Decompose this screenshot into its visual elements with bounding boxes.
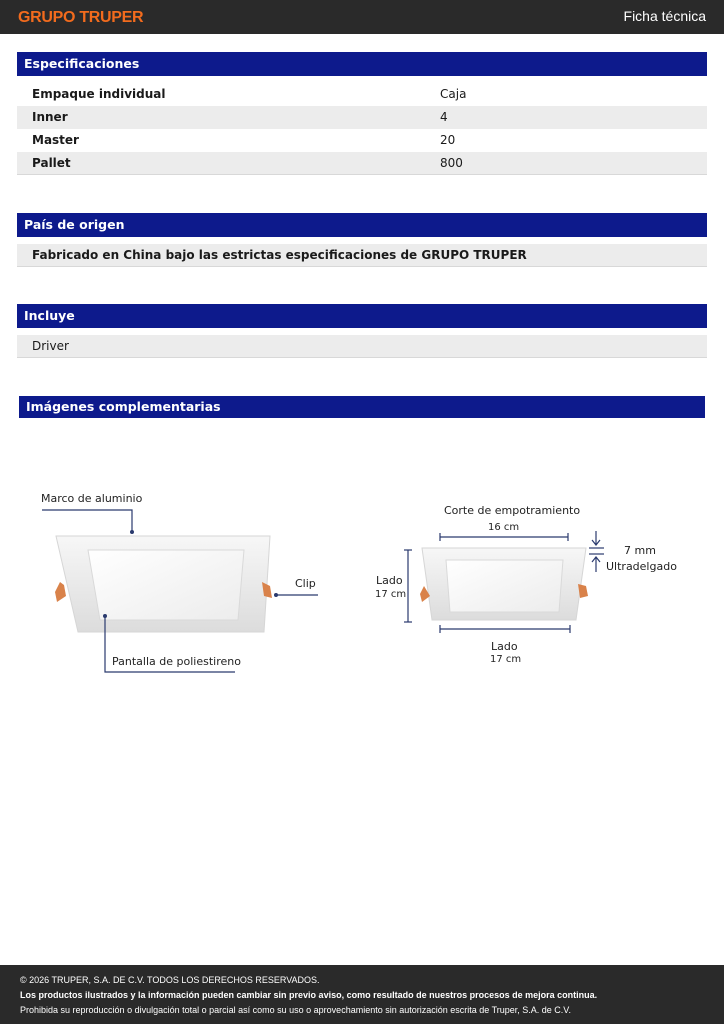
panel-left-illustration	[55, 536, 272, 632]
images-section-title: Imágenes complementarias	[19, 396, 705, 418]
clip-left	[55, 582, 66, 602]
origin-row	[17, 244, 707, 267]
spec-value: 4	[440, 110, 448, 124]
label-side-left-value: 17 cm	[375, 589, 407, 600]
footer-copyright: © 2026 TRUPER, S.A. DE C.V. TODOS LOS DERECHOS RESERVADOS.	[20, 975, 320, 985]
label-side-bottom-title: Lado	[491, 640, 518, 653]
footer	[0, 965, 724, 1024]
origin-text: Fabricado en China bajo las estrictas especificaciones de GRUPO TRUPER	[32, 248, 527, 262]
spec-value: 800	[440, 156, 463, 170]
spec-label: Pallet	[32, 156, 71, 170]
label-thickness-value: 7 mm	[624, 544, 656, 557]
brand-logo: GRUPO TRUPER	[18, 9, 144, 26]
spec-value: Caja	[440, 87, 467, 101]
spec-value: 20	[440, 133, 456, 147]
spec-row-pallet	[17, 152, 707, 175]
label-clip: Clip	[295, 577, 316, 590]
spec-label: Master	[32, 133, 79, 147]
label-side-bottom-value: 17 cm	[490, 654, 522, 665]
spec-label: Empaque individual	[32, 87, 166, 101]
label-aluminum-frame: Marco de aluminio	[41, 492, 143, 505]
document-type: Ficha técnica	[623, 8, 706, 24]
spec-row-inner	[17, 106, 707, 129]
top-bar	[0, 0, 724, 34]
product-diagram	[0, 470, 724, 710]
label-cut-value: 16 cm	[488, 522, 520, 533]
spec-row-empaque	[17, 83, 707, 106]
label-thickness: Ultradelgado	[606, 560, 677, 573]
panel-right-illustration	[420, 548, 588, 620]
label-side-left-title: Lado	[376, 574, 403, 587]
includes-row	[17, 335, 707, 358]
origin-section-title: País de origen	[17, 213, 707, 237]
includes-section-title: Incluye	[17, 304, 707, 328]
specs-section-title: Especificaciones	[17, 52, 707, 76]
spec-row-master	[17, 129, 707, 152]
label-screen: Pantalla de poliestireno	[112, 655, 241, 668]
includes-text: Driver	[32, 339, 69, 353]
footer-notice: Los productos ilustrados y la información pueden cambiar sin previo aviso, como resultado de nuestros procesos de mejora continua.	[20, 990, 598, 1000]
spec-label: Inner	[32, 110, 68, 124]
label-cut-title: Corte de empotramiento	[444, 504, 581, 517]
footer-legal: Prohibida su reproducción o divulgación total o parcial así como su uso o aprovechamiento sin autorización escrita de Truper, S.A. de C.V.	[20, 1005, 571, 1015]
